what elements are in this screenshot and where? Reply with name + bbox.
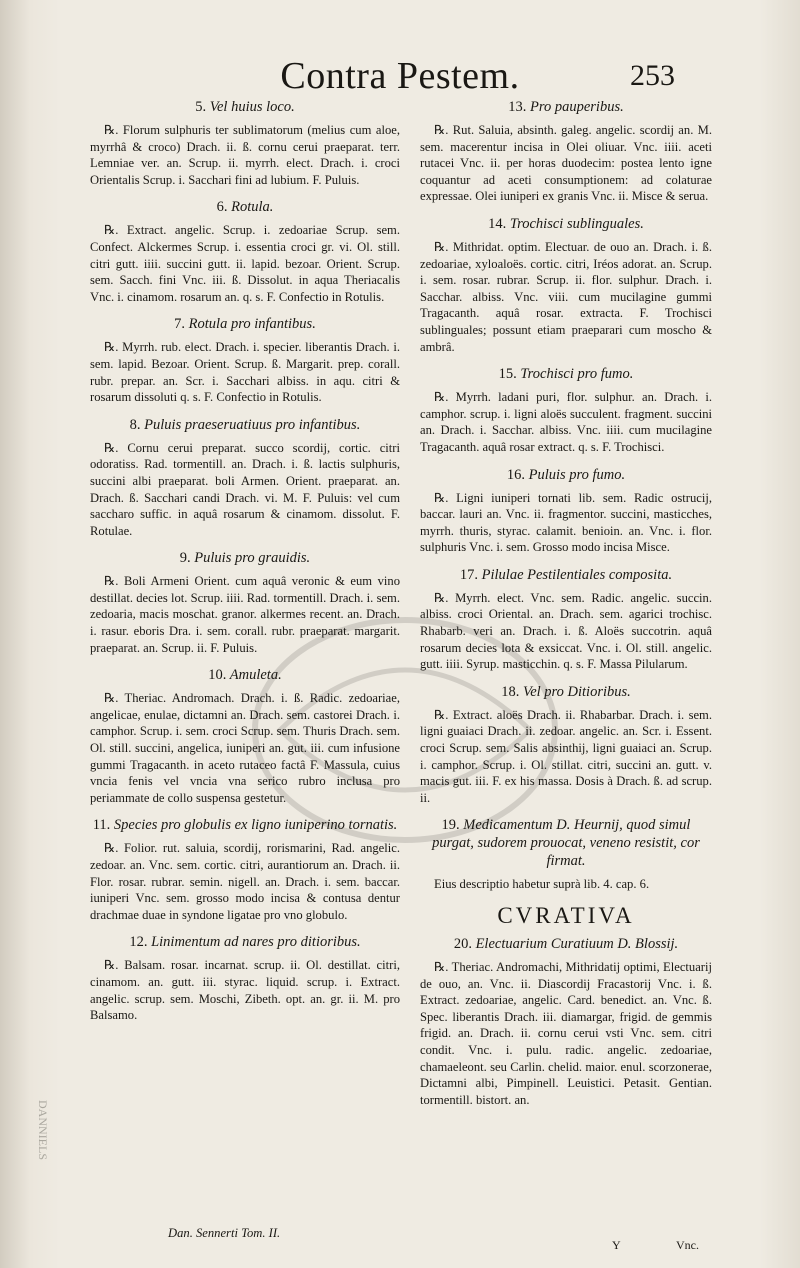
recipe-entry [90,549,400,656]
recipe-text: ℞. Extract. aloës Drach. ii. Rhabarbar. Drach. i. sem. ligni guaiaci Drach. ii. zedoar. angelic. an. Scr. i. Essent. croci Scrup. sem. Salis absinthij, ligni guaiaci an. Scrup. i. camphor. Scrup. i. Ol. stillat. citri, succini an. gutt. v. macis gut. iii. F. ex his massa. Dosis à Drach. ß. ad scrup. ii. [420,707,712,805]
recipe-heading [420,365,712,383]
recipe-heading [420,566,712,584]
recipe-title: Medicamentum D. Heurnij, quod simul purgat, sudorem prouocat, veneno resistit, cor firmat. [432,817,700,870]
recipe-heading [90,416,400,434]
recipe-text: ℞. Myrrh. rub. elect. Drach. i. specier. liberantis Drach. i. sem. lapid. Bezoar. Orient. Scrup. ß. Margarit. prep. corall. rubr. prepar. an. Scr. i. Sacchari albiss. in aqu. citri & rosarum dissoluti q. s. F. Confectio in Rotulis. [90,340,400,405]
recipe-number: 14. [488,215,507,232]
recipe-title: Trochisci pro fumo. [520,366,634,383]
recipe-entry [420,566,712,673]
recipe-entry [90,666,400,806]
recipe-text: ℞. Balsam. rosar. incarnat. scrup. ii. Ol. destillat. citri, cinamom. an. gutt. iii. styrac. liquid. scrup. i. Extract. angelic. scrup. sem. Moschi, Zibeth. opt. an. gr. ii. M. pro Balsamo. [90,958,400,1023]
recipe-heading [90,98,400,116]
recipe-number: 16. [506,466,525,483]
recipe-title: Pilulae Pestilentiales composita. [481,566,673,583]
sheet-mark: Y [612,1238,621,1252]
recipe-entry [90,416,400,540]
recipe-title: Species pro globulis ex ligno iuniperino tornatis. [113,817,398,834]
recipe-number: 18. [501,683,520,700]
recipe-number: 19. [441,817,460,834]
recipe-number: 11. [92,817,111,834]
printer-signature: Dan. Sennerti Tom. II. [168,1226,281,1240]
recipe-entry [420,935,712,1108]
recipe-heading [90,198,400,216]
recipe-text: ℞. Rut. Saluia, absinth. galeg. angelic. scordij an. M. sem. macerentur incisa in Olei oliuar. Vnc. iiii. aceti rutacei Vnc. ii. per horas duodecim: postea lento igne coquantur ad aceti consumptionem: ad colaturae expressae. Olei iuniperi ex granis Vnc. ii. Misce & serua. [420,123,712,204]
recipe-entry [420,215,712,355]
recipe-title: Electuarium Curatiuum D. Blossij. [475,936,679,952]
recipe-title: Linimentum ad nares pro ditioribus. [151,934,361,951]
recipe-number: 17. [459,566,478,583]
recipe-title: Trochisci sublinguales. [509,215,644,232]
recipe-text: ℞. Cornu cerui preparat. succo scordij, cortic. citri odoratiss. Rad. tormentill. an. Drach. i. ß. lactis sulphuris, succini albi praeparat. boli Armen. Orient. praeparat. an. Drach. ß. Sacchari candi Drach. vi. M. F. Puluis: vel cum saccharo suffic. in aquâ rosarum & cinamom. dissolut. F. Rotulae. [90,440,400,538]
recipe-number: 7. [174,316,186,333]
recipe-number: 9. [179,550,191,567]
recipe-text: ℞. Folior. rut. saluia, scordij, rorismarini, Rad. angelic. zedoar. an. Vnc. sem. cortic. citri, aurantiorum an. Drach. ii. Flor. rosar. rubrar. semin. nigell. an. Drach. i. sem. baccar. iuniperi Vnc. sem. grosso modo incisa & contusa dentur drachmae duae in syndone ligatae pro vno globulo. [90,841,400,922]
recipe-heading [90,666,400,684]
recipe-entry [420,365,712,455]
recipe-text: ℞. Theriac. Andromach. Drach. i. ß. Radic. zedoariae, angelicae, enulae, dictamni an. Drach. sem. castorei Drach. i. camphor. Scrup. i. sem. croci Scrup. sem. Thuris Drach. sem. Ol. still. succini, angelica, iuniperi an. gut. iii. cum infusione gummi Tragacanth. in aceto rutaceo factâ F. Massula, cuius vncia fenis vel vncia vna serico rubro inclusa pro periammate de collo suspensa gestetur. [90,691,400,805]
recipe-entry [90,816,400,923]
recipe-heading [90,816,400,834]
recipe-entry [420,816,712,893]
running-title: Contra Pestem. [280,55,520,97]
recipe-heading [420,816,712,870]
recipe-text: ℞. Myrrh. ladani puri, flor. sulphur. an. Drach. i. camphor. scrup. i. ligni aloës succulent. fragment. succini an. Drach. i. Sacchar. albiss. Vnc. iiii. cum mucilagine Tragacanth. aquâ rosar extract. q. s. F. Trochisci. [420,390,712,454]
recipe-text: ℞. Myrrh. elect. Vnc. sem. Radic. angelic. succin. albiss. croci Oriental. an. Drach. sem. agarici trochisc. Rhabarb. veri an. Drach. i. ß. Aloës succotrin. aquâ rosarum decies lota & exsiccat. Vnc. i. Ol. still. angelic. gutt. iiii. Syrup. masticchin. q. s. F. Massa Pilularum. [420,590,712,672]
recipe-heading [420,466,712,484]
recipe-heading [90,315,400,333]
recipe-text: Eius descriptio habetur suprà lib. 4. cap. 6. [434,877,650,892]
recipe-entry [90,933,400,1023]
recipe-text: ℞. Extract. angelic. Scrup. i. zedoariae Scrup. sem. Confect. Alckermes Scrup. i. essentia croci gr. vi. Ol. still. citri gutt. iiii. succini gutt. ii. lapid. bezoar. Orient. Scrup. sem. Sacch. fini Vnc. iii. ß. Dissolut. in aqua Theriacalis Vnc. i. cinamom. rosarum an. q. s. F. Confectio in Rotulis. [90,223,400,304]
recipe-title: Puluis pro fumo. [528,466,626,483]
recipe-text: ℞. Boli Armeni Orient. cum aquâ veronic & eum vino destillat. decies lot. Scrup. iiii. Rad. tormentill. Drach. i. sem. zedoaria, macis moschat. granor. alkermes recent. an. Drach. i. rasur. eboris Dra. i. sem. corall. rubr. praeparat. margarit. praeparat. an. Scrup. ii. F. Puluis. [90,574,400,655]
library-stamp: DANNIELS [36,1100,50,1160]
right-column [420,98,712,1118]
recipe-number: 10. [208,667,227,684]
recipe-title: Puluis pro grauidis. [194,550,311,567]
recipe-entry [420,98,712,205]
recipe-heading [90,933,400,951]
recipe-number: 8. [129,416,141,433]
recipe-heading [90,549,400,567]
recipe-number: 6. [216,199,228,216]
recipe-entry [420,466,712,556]
recipe-title: Vel pro Ditioribus. [522,683,631,700]
recipe-title: Puluis praeseruatiuus pro infantibus. [144,416,361,433]
recipe-title: Rotula pro infantibus. [188,316,316,333]
recipe-number: 5. [195,99,207,115]
section-title: CVRATIVA [497,903,635,928]
recipe-text: ℞. Mithridat. optim. Electuar. de ouo an. Drach. i. ß. zedoariae, xyloaloës. cortic. citri, Iréos adorat. an. Scrup. i. sem. rosar. rubrar. Scrup. ii. flor. sulphur. Drach. i. Sacchar. albiss. Vnc. viii. cum mucilagine gummi Tragacanth. aquâ rosar. extracta. F. Trochisci sublinguales; possunt etiam praeparari cum moscho & ambrâ. [420,239,712,354]
recipe-number: 13. [508,99,527,115]
recipe-entry [90,198,400,305]
recipe-entry [420,683,712,807]
recipe-number: 12. [129,934,148,951]
recipe-number: 15. [498,366,517,383]
recipe-entry [90,315,400,405]
recipe-text: ℞. Ligni iuniperi tornati lib. sem. Radic ostrucij, baccar. lauri an. Vnc. ii. fragmentor. succini, masticches, myrrh. thuris, styrac. calamit. benioin. an. Vnc. i. flor. sulphuris Vnc. i. sem. Grosso modo incisa Misce. [420,490,712,555]
page-number: 253 [630,59,675,92]
recipe-text: ℞. Theriac. Andromachi, Mithridatij optimi, Electuarij de ouo, an. Vnc. ii. Diascordij Fracastorij Vnc. i. ß. Extract. zedoariae, angelic. Card. benedict. an. Vnc. ß. Spec. liberantis Drach. iii. diamargar, frigid. de gemmis frigid. an. Drach. ii. cornu cerui vsti Vnc. sem. citri condit. Vnc. i. pulu. radic. angelic. zedoariae, chamaeleont. seu Carlin. chelid. maior. enul. scorzonerae, Dictamni albi, Pimpinell. Leuistici. Petasit. Gentian. tormentill. bistort. an. [420,960,712,1107]
recipe-number: 20. [453,936,472,952]
recipe-heading [420,215,712,233]
recipe-title: Rotula. [231,199,274,216]
recipe-entry [90,98,400,188]
recipe-title: Vel huius loco. [209,99,295,115]
catchword: Vnc. [676,1238,699,1252]
recipe-title: Amuleta. [229,667,282,684]
left-column [90,98,400,1034]
recipe-heading [420,935,712,953]
recipe-heading [420,98,712,116]
recipe-text: ℞. Florum sulphuris ter sublimatorum (melius cum aloe, myrrhâ & croco) Drach. ii. ß. cornu cerui praeparat. terr. Lemniae ver. an. Scrup. ii. myrrh. elect. Drach. i. croci Orientalis Scrup. i. Sacchari fini ad lubium. F. Puluis. [90,123,400,187]
recipe-title: Pro pauperibus. [530,99,624,115]
recipe-heading [420,683,712,701]
